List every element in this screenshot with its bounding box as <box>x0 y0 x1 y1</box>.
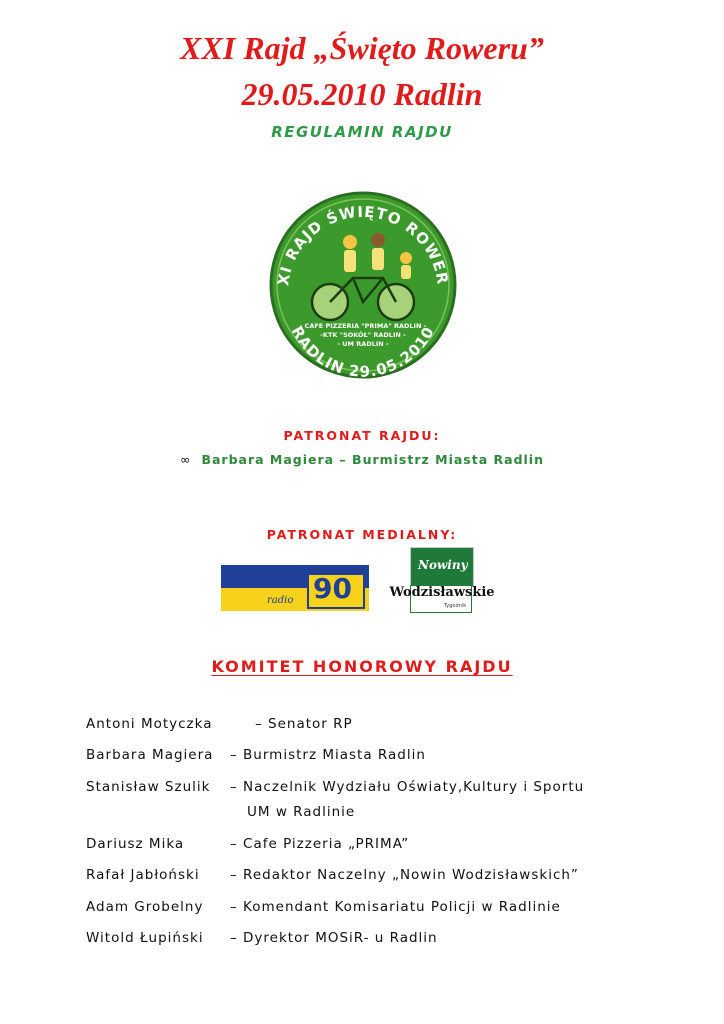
radio90-logo <box>221 565 369 611</box>
page-title: XXI Rajd „Święto Roweru” <box>180 30 544 66</box>
komitet-heading: KOMITET HONOROWY RAJDU <box>211 657 513 676</box>
member-name: Dariusz Mika <box>86 836 185 852</box>
patronat-text: Barbara Magiera – Burmistrz Miasta Radlin <box>201 452 544 467</box>
rally-logo-graphic <box>258 180 468 390</box>
patronat-entry <box>0 452 724 467</box>
media-heading: PATRONAT MEDIALNY: <box>266 527 458 542</box>
regulamin-heading: REGULAMIN RAJDU <box>271 123 453 141</box>
member-role: – Cafe Pizzeria „PRIMA” <box>230 836 410 852</box>
member-name: Antoni Motyczka <box>86 716 213 732</box>
nowiny-small-text: Tygodnik <box>444 603 467 609</box>
member-name: Barbara Magiera <box>86 747 214 763</box>
page-subtitle-date: 29.05.2010 Radlin <box>241 76 483 112</box>
svg-text:XXI RAJD ŚWIĘTO ROWERU: XI RAJD ŚWIĘTO ROWER <box>274 202 452 287</box>
patronat-heading: PATRONAT RAJDU: <box>283 428 441 443</box>
svg-text:-KTK "SOKÓŁ" RADLIN -: -KTK "SOKÓŁ" RADLIN - <box>320 331 406 339</box>
rally-logo <box>258 180 468 390</box>
nowiny-top-text: Nowiny <box>418 558 468 572</box>
svg-text:- UM RADLIN -: - UM RADLIN - <box>337 340 389 348</box>
infinity-bullet-icon: ∞ <box>180 452 192 467</box>
radio-word: radio <box>267 595 294 606</box>
member-role: – Dyrektor MOSiR- u Radlin <box>230 930 438 946</box>
member-role: – Senator RP <box>255 716 353 732</box>
member-name: Rafał Jabłoński <box>86 867 200 883</box>
nowiny-logo <box>380 547 504 613</box>
radio-number: 90 <box>313 572 352 605</box>
member-name: Stanisław Szulik <box>86 779 211 795</box>
member-name: Witold Łupiński <box>86 930 204 946</box>
svg-text:RADLIN 29.05.2010: RADLIN 29.05.2010 <box>287 323 439 381</box>
member-role: – Burmistrz Miasta Radlin <box>230 747 426 763</box>
nowiny-bottom-text: Wodzisławskie <box>389 585 495 600</box>
member-role-cont: UM w Radlinie <box>247 804 356 820</box>
member-role: – Komendant Komisariatu Policji w Radlinie <box>230 899 561 915</box>
member-role: – Naczelnik Wydziału Oświaty,Kultury i Sportu <box>230 779 585 795</box>
member-name: Adam Grobelny <box>86 899 204 915</box>
svg-text:- CAFE PIZZERIA "PRIMA" RADLIN: - CAFE PIZZERIA "PRIMA" RADLIN - <box>299 322 427 330</box>
member-role: – Redaktor Naczelny „Nowin Wodzisławskich” <box>230 867 579 883</box>
